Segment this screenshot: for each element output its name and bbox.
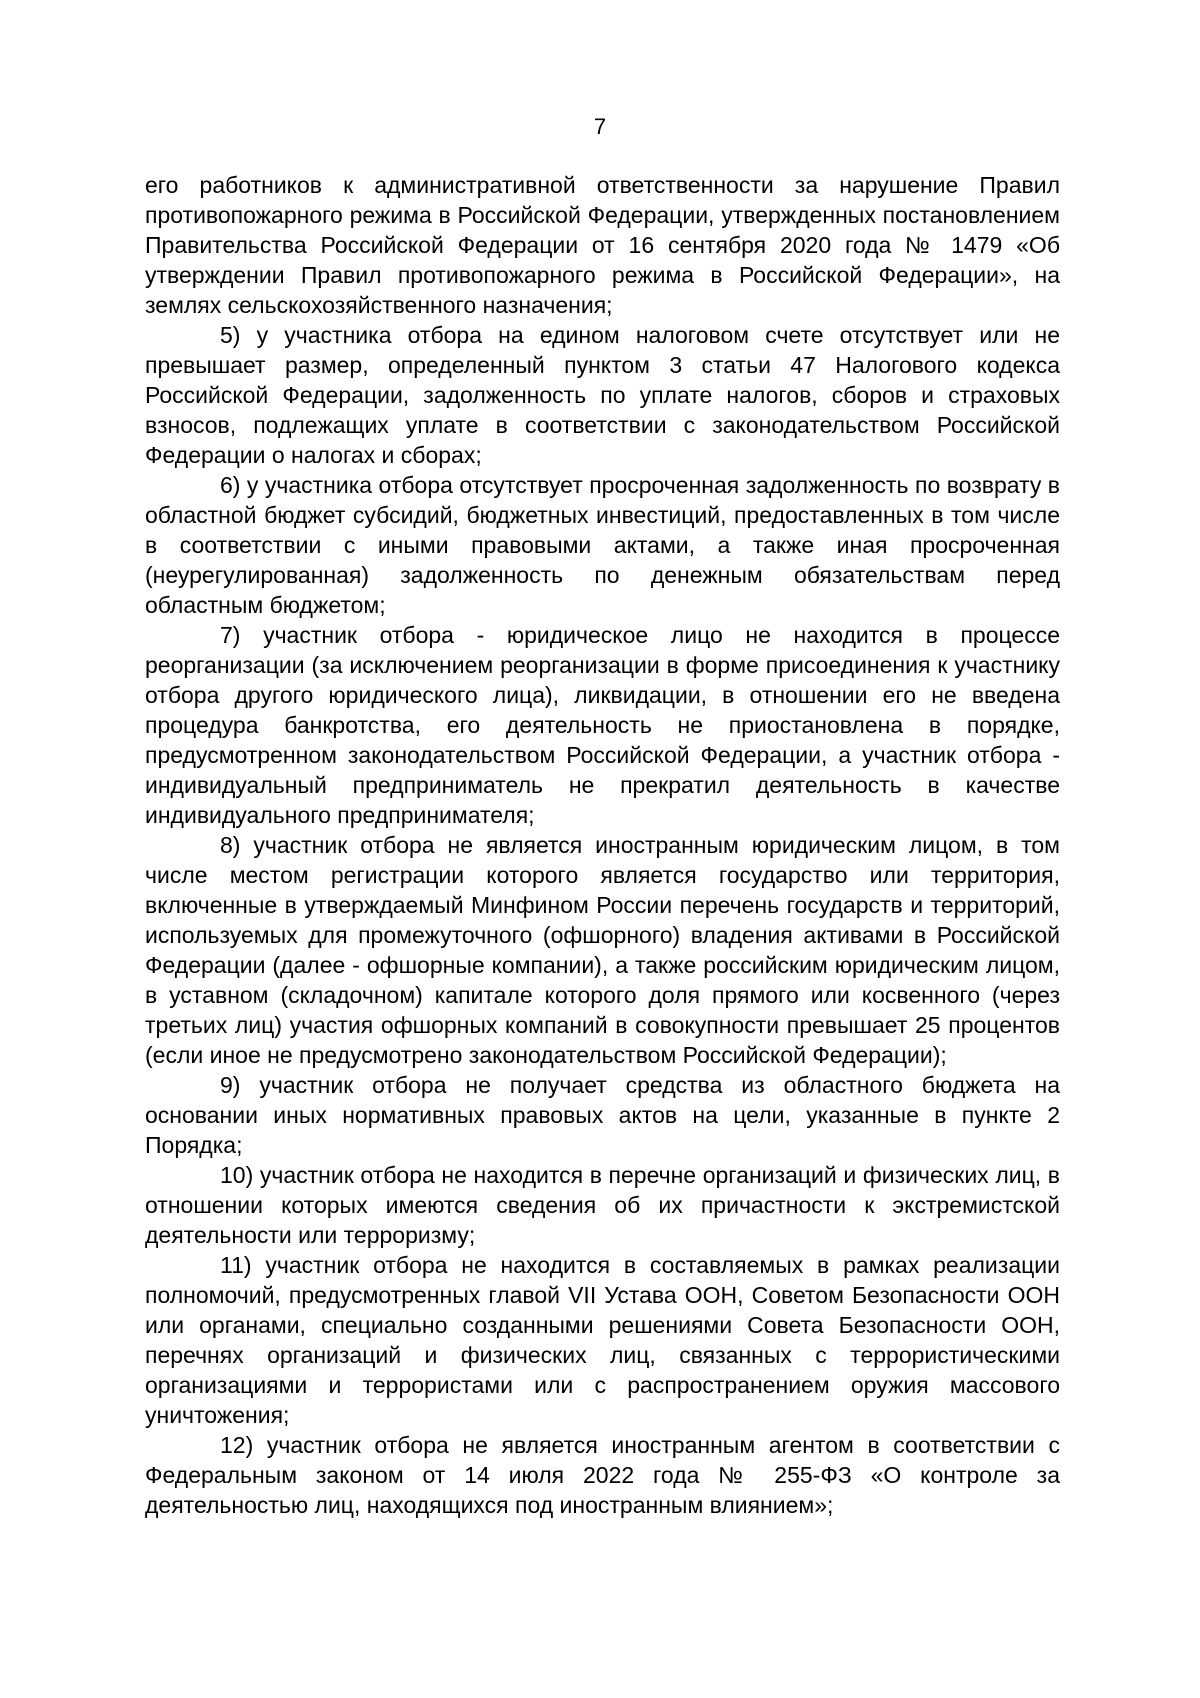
paragraph-item-8: 8) участник отбора не является иностранным юридическим лицом, в том числе местом регистрации которого является государство или территория, включенные в утверждаемый Минфином России перечень государств и территорий, используемых для промежуточного (офшорного) владения активами в Российской Федерации (далее - офшорные компании), а также российским юридическим лицом, в уставном (складочном) капитале которого доля прямого или косвенного (через третьих лиц) участия офшорных компаний в совокупности превышает 25 процентов (если иное не предусмотрено законодательством Российской Федерации); — [145, 832, 1060, 1068]
paragraph-item-12: 12) участник отбора не является иностранным агентом в соответствии с Федеральным законом от 14 июля 2022 года № 255-ФЗ «О контроле за деятельностью лиц, находящихся под иностранным влиянием»; — [145, 1432, 1060, 1518]
document-body — [145, 170, 1060, 1520]
paragraph-item-7: 7) участник отбора - юридическое лицо не находится в процессе реорганизации (за исключением реорганизации в форме присоединения к участнику отбора другого юридического лица), ликвидации, в отношении его не введена процедура банкротства, его деятельность не приостановлена в порядке, предусмотренном законодательством Российской Федерации, а участник отбора - индивидуальный предприниматель не прекратил деятельность в качестве индивидуального предпринимателя; — [145, 622, 1060, 828]
paragraph-item-10: 10) участник отбора не находится в перечне организаций и физических лиц, в отношении которых имеются сведения об их причастности к экстремистской деятельности или терроризму; — [145, 1162, 1060, 1248]
paragraph-item-11: 11) участник отбора не находится в составляемых в рамках реализации полномочий, предусмотренных главой VII Устава ООН, Советом Безопасности ООН или органами, специально созданными решениями Совета Безопасности ООН, перечнях организаций и физических лиц, связанных с террористическими организациями и террористами или с распространением оружия массового уничтожения; — [145, 1252, 1060, 1428]
paragraph-item-5: 5) у участника отбора на едином налоговом счете отсутствует или не превышает размер, определенный пунктом 3 статьи 47 Налогового кодекса Российской Федерации, задолженность по уплате налогов, сборов и страховых взносов, подлежащих уплате в соответствии с законодательством Российской Федерации о налогах и сборах; — [145, 322, 1060, 468]
paragraph-item-9: 9) участник отбора не получает средства из областного бюджета на основании иных нормативных правовых актов на цели, указанные в пункте 2 Порядка; — [145, 1072, 1060, 1158]
page-number: 7 — [593, 114, 607, 139]
paragraph-item-6: 6) у участника отбора отсутствует просроченная задолженность по возврату в областной бюджет субсидий, бюджетных инвестиций, предоставленных в том числе в соответствии с иными правовыми актами, а также иная просроченная (неурегулированная) задолженность по денежным обязательствам перед областным бюджетом; — [145, 472, 1060, 618]
paragraph-continuation: его работников к административной ответственности за нарушение Правил противопожарного режима в Российской Федерации, утвержденных постановлением Правительства Российской Федерации от 16 сентября 2020 года № 1479 «Об утверждении Правил противопожарного режима в Российской Федерации», на землях сельскохозяйственного назначения; — [145, 172, 1060, 318]
